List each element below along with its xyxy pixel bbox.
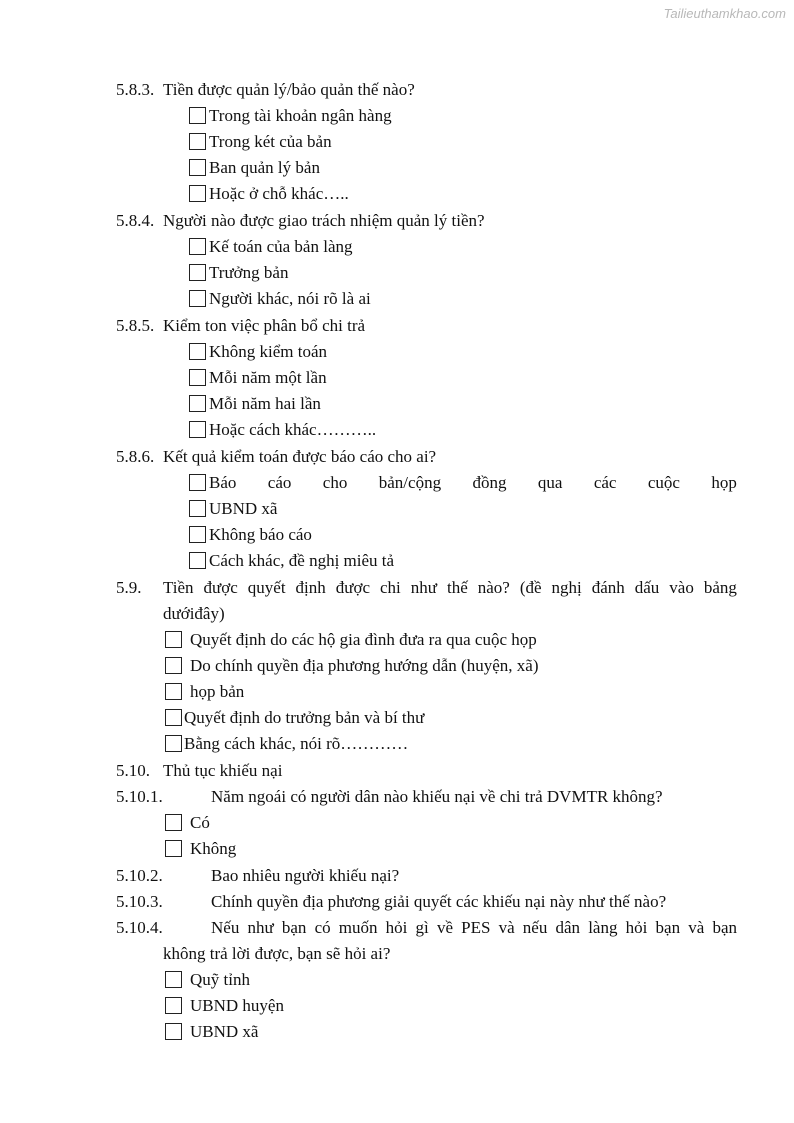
checkbox[interactable] bbox=[189, 290, 206, 307]
question-number: 5.10.1. bbox=[116, 787, 163, 806]
word: được bbox=[203, 578, 238, 597]
option-label: Không kiểm toán bbox=[209, 342, 328, 361]
option-label: Do chính quyền địa phương hướng dẫn (huyện, xã) bbox=[190, 656, 539, 675]
word: các bbox=[593, 473, 617, 492]
question-text: dướiđây) bbox=[163, 604, 225, 623]
word: dấu bbox=[634, 578, 660, 597]
word: đánh bbox=[591, 578, 625, 597]
word: (đề bbox=[519, 578, 542, 597]
section-number: 5.10. bbox=[116, 761, 150, 780]
option-label: Không báo cáo bbox=[209, 525, 312, 544]
checkbox[interactable] bbox=[189, 395, 206, 412]
word: nếu bbox=[522, 918, 548, 937]
question-number: 5.8.6. bbox=[116, 447, 155, 466]
word: nghị bbox=[551, 578, 582, 597]
checkbox[interactable] bbox=[165, 735, 182, 752]
option-label: Mỗi năm hai lần bbox=[209, 394, 321, 413]
checkbox[interactable] bbox=[189, 264, 206, 281]
word: cáo bbox=[267, 473, 292, 492]
word: cuộc bbox=[647, 473, 680, 492]
option-label: Kế toán của bản làng bbox=[209, 237, 353, 256]
question-number: 5.8.5. bbox=[116, 316, 155, 335]
checkbox[interactable] bbox=[189, 526, 206, 543]
option-label: Hoặc ở chỗ khác….. bbox=[209, 184, 349, 203]
word: như bbox=[410, 578, 437, 597]
word: thế bbox=[446, 578, 468, 597]
word: như bbox=[247, 918, 274, 937]
option-label: Bằng cách khác, nói rõ………… bbox=[184, 734, 409, 753]
word: chi bbox=[380, 578, 401, 597]
word: định bbox=[295, 578, 326, 597]
checkbox[interactable] bbox=[165, 997, 182, 1014]
checkbox[interactable] bbox=[189, 474, 206, 491]
question-number: 5.8.4. bbox=[116, 211, 155, 230]
question-number: 5.10.2. bbox=[116, 866, 163, 885]
option-label: Quỹ tỉnh bbox=[190, 970, 250, 989]
word: về bbox=[436, 918, 453, 937]
option-label: Cách khác, đề nghị miêu tả bbox=[209, 551, 395, 570]
word: Nếu bbox=[211, 918, 240, 937]
option-label: Quyết định do các hộ gia đình đưa ra qua cuộc họp bbox=[190, 630, 537, 649]
option-label: Trong két của bản bbox=[209, 132, 332, 151]
checkbox[interactable] bbox=[165, 1023, 182, 1040]
checkbox[interactable] bbox=[189, 159, 206, 176]
checkbox[interactable] bbox=[189, 500, 206, 517]
section-title: Thủ tục khiếu nại bbox=[163, 761, 283, 780]
word: quyết bbox=[247, 578, 286, 597]
question-text: Người nào được giao trách nhiệm quản lý tiền? bbox=[163, 211, 485, 230]
question-text bbox=[211, 915, 737, 941]
word: có bbox=[314, 918, 331, 937]
word: bản/cộng bbox=[378, 473, 442, 492]
word: họp bbox=[711, 473, 737, 492]
word: bạn bbox=[712, 918, 737, 937]
option-label: UBND xã bbox=[190, 1022, 259, 1041]
word: nào? bbox=[477, 578, 510, 597]
option-label: họp bản bbox=[190, 682, 245, 701]
word: hỏi bbox=[385, 918, 408, 937]
checkbox[interactable] bbox=[189, 369, 206, 386]
option-label: Trưởng bản bbox=[209, 263, 289, 282]
word: và bbox=[498, 918, 515, 937]
checkbox[interactable] bbox=[189, 238, 206, 255]
word: dân bbox=[555, 918, 581, 937]
word: và bbox=[688, 918, 705, 937]
question-text bbox=[163, 575, 737, 601]
option-label: Ban quản lý bản bbox=[209, 158, 320, 177]
option-label: Quyết định do trưởng bản và bí thư bbox=[184, 708, 425, 727]
word: đồng bbox=[472, 473, 507, 492]
question-number: 5.10.4. bbox=[116, 918, 163, 937]
question-text: Kết quả kiểm toán được báo cáo cho ai? bbox=[163, 447, 437, 466]
option-label: Trong tài khoản ngân hàng bbox=[209, 106, 392, 125]
word: PES bbox=[461, 918, 491, 937]
option-label: Có bbox=[190, 813, 210, 832]
word: gì bbox=[415, 918, 429, 937]
option-label: Mỗi năm một lần bbox=[209, 368, 327, 387]
question-text: Bao nhiêu người khiếu nại? bbox=[211, 866, 400, 885]
word: vào bbox=[669, 578, 694, 597]
checkbox[interactable] bbox=[165, 683, 182, 700]
question-text: Tiền được quản lý/bảo quản thế nào? bbox=[163, 80, 415, 99]
word: qua bbox=[537, 473, 563, 492]
option-label: UBND huyện bbox=[190, 996, 284, 1015]
option-label: Không bbox=[190, 839, 237, 858]
question-text: Kiểm ton việc phân bổ chi trả bbox=[163, 316, 366, 335]
question-number: 5.8.3. bbox=[116, 80, 155, 99]
checkbox[interactable] bbox=[165, 840, 182, 857]
option-label: UBND xã bbox=[209, 499, 278, 518]
word: hỏi bbox=[625, 918, 648, 937]
checkbox[interactable] bbox=[165, 971, 182, 988]
word: Báo bbox=[209, 473, 237, 492]
word: bảng bbox=[703, 578, 737, 597]
checkbox[interactable] bbox=[189, 552, 206, 569]
checkbox[interactable] bbox=[189, 421, 206, 438]
word: bạn bbox=[281, 918, 307, 937]
checkbox[interactable] bbox=[165, 709, 182, 726]
word: được bbox=[335, 578, 371, 597]
word: làng bbox=[588, 918, 618, 937]
question-number: 5.9. bbox=[116, 578, 142, 597]
option-label: Hoặc cách khác……….. bbox=[209, 420, 377, 439]
checkbox[interactable] bbox=[189, 185, 206, 202]
word: cho bbox=[322, 473, 348, 492]
watermark: Tailieuthamkhao.com bbox=[663, 6, 786, 21]
word: Tiền bbox=[163, 578, 194, 597]
question-text: Chính quyền địa phương giải quyết các khiếu nại này như thế nào? bbox=[211, 892, 667, 911]
checkbox[interactable] bbox=[165, 814, 182, 831]
question-number: 5.10.3. bbox=[116, 892, 163, 911]
option-label: Người khác, nói rõ là ai bbox=[209, 289, 371, 308]
checkbox[interactable] bbox=[189, 343, 206, 360]
checkbox[interactable] bbox=[189, 133, 206, 150]
word: muốn bbox=[338, 918, 378, 937]
checkbox[interactable] bbox=[189, 107, 206, 124]
question-text: Năm ngoái có người dân nào khiếu nại về chi trả DVMTR không? bbox=[211, 787, 663, 806]
checkbox[interactable] bbox=[165, 631, 182, 648]
question-text: không trả lời được, bạn sẽ hỏi ai? bbox=[163, 944, 391, 963]
word: bạn bbox=[655, 918, 681, 937]
checkbox[interactable] bbox=[165, 657, 182, 674]
option-label bbox=[209, 470, 737, 496]
